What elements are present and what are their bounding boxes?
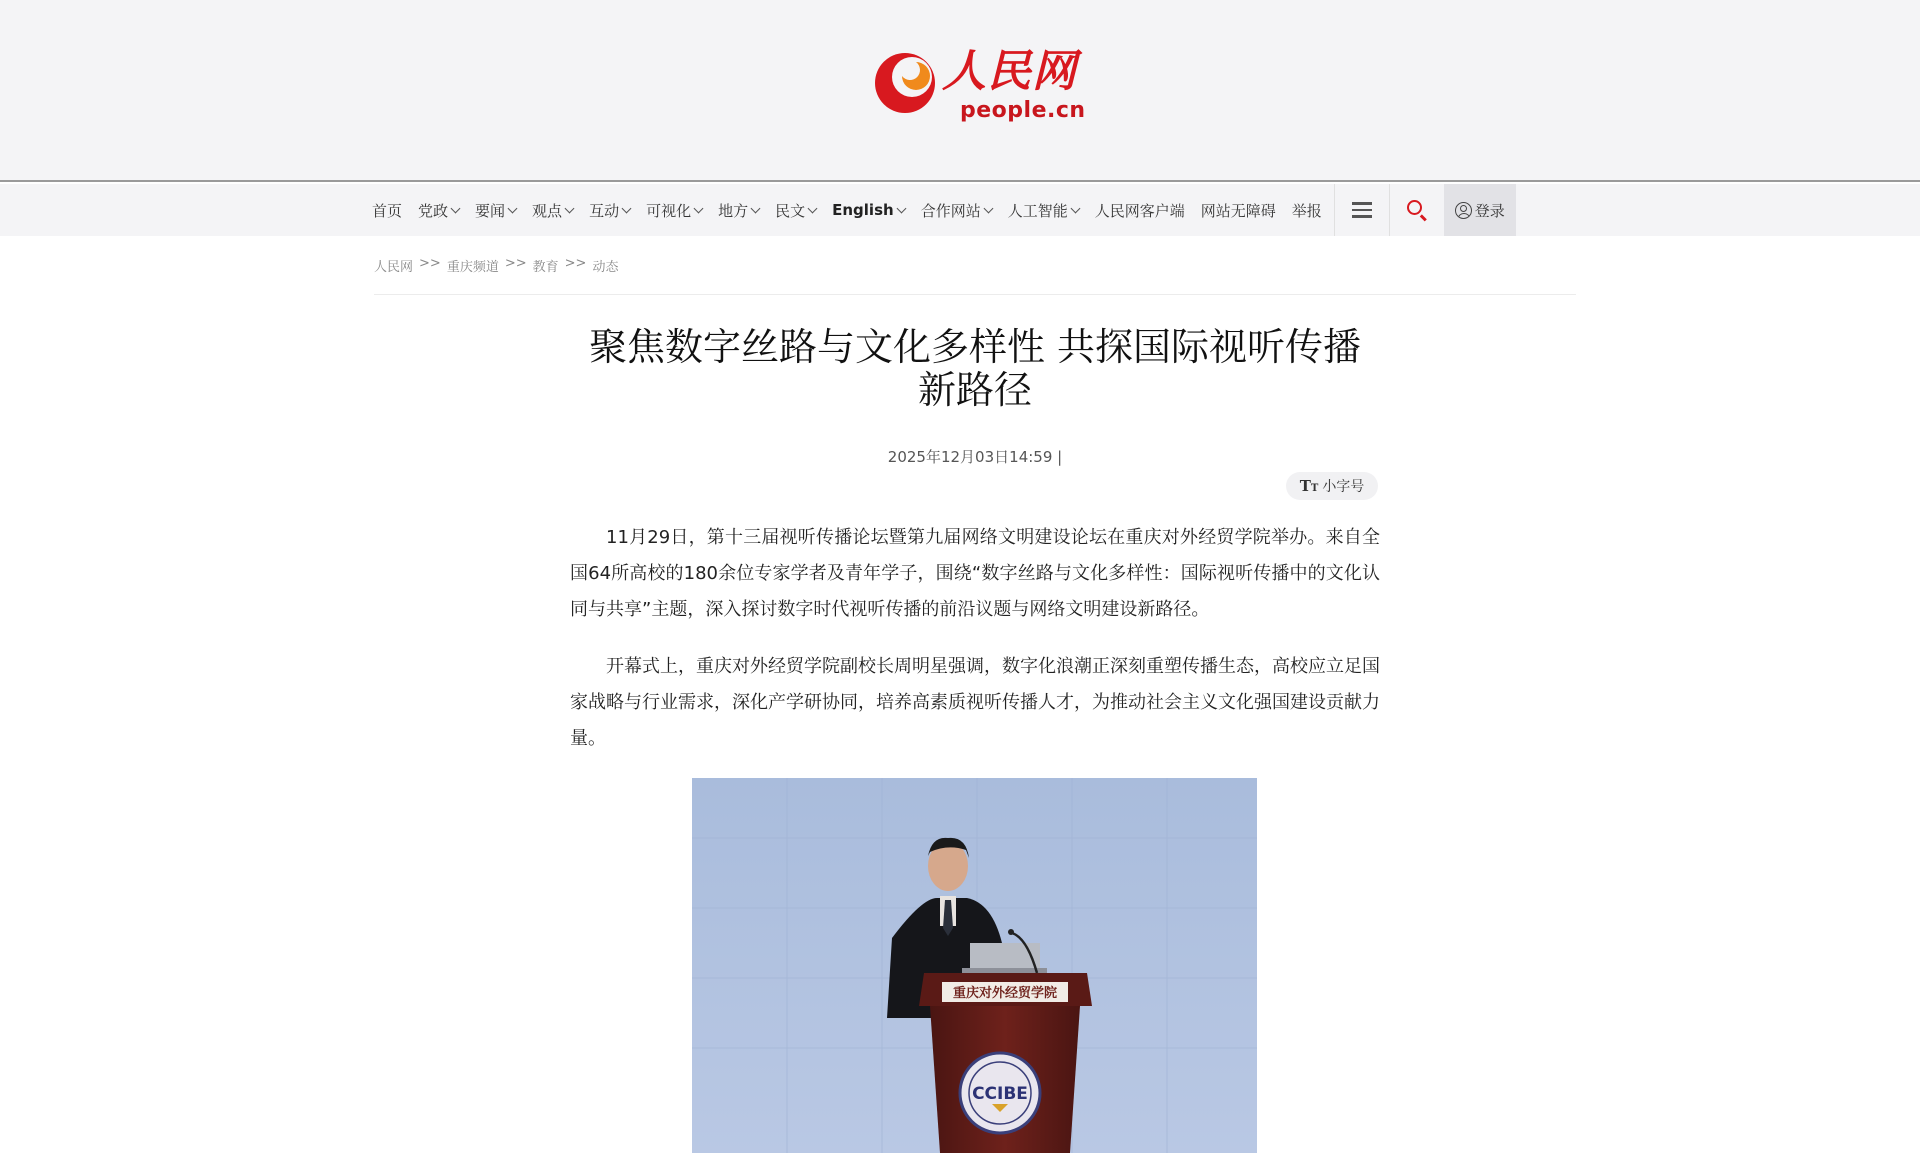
article-datetime: 2025年12月03日14:59 | — [887, 448, 1063, 466]
nav-item-minwen[interactable] — [775, 200, 816, 221]
chevron-down-icon — [508, 203, 518, 213]
main-navbar — [0, 184, 1920, 236]
nav-item-home[interactable] — [372, 200, 402, 221]
podium-sign-text: 重庆对外经贸学院 — [952, 986, 1058, 1001]
user-icon — [1455, 202, 1472, 219]
nav-item-accessibility[interactable] — [1201, 200, 1276, 221]
nav-label: 网站无障碍 — [1200, 201, 1276, 220]
nav-label: 要闻 — [475, 201, 506, 220]
article-title: 聚焦数字丝路与文化多样性 共探国际视听传播新路径 — [588, 325, 1362, 412]
breadcrumb-separator: >> — [504, 256, 527, 271]
chevron-down-icon — [694, 203, 704, 213]
breadcrumb-item[interactable]: 动态 — [592, 260, 619, 275]
breadcrumb-separator: >> — [419, 256, 441, 271]
nav-item-ai[interactable] — [1008, 200, 1079, 221]
breadcrumb — [374, 256, 618, 275]
breadcrumb-separator: >> — [564, 256, 587, 271]
chevron-down-icon — [983, 203, 993, 213]
nav-item-partners[interactable] — [921, 200, 992, 221]
search-icon — [1406, 199, 1428, 221]
nav-label: 党政 — [418, 201, 449, 220]
font-size-label: 小字号 — [1322, 479, 1365, 495]
breadcrumb-item[interactable]: 教育 — [532, 260, 559, 275]
nav-label: 人工智能 — [1007, 201, 1068, 220]
nav-item-interact[interactable] — [589, 200, 630, 221]
divider — [374, 294, 1576, 295]
site-logo[interactable] — [872, 44, 1086, 126]
article-photo — [692, 778, 1257, 1153]
chevron-down-icon — [751, 203, 761, 213]
breadcrumb-item[interactable]: 重庆频道 — [446, 260, 499, 275]
nav-label: 观点 — [532, 201, 563, 220]
chevron-down-icon — [896, 203, 906, 213]
nav-item-local[interactable] — [718, 200, 759, 221]
logo-text-cn: 人民网 — [942, 46, 1077, 97]
nav-label: 民文 — [775, 201, 806, 220]
article-paragraph: 11月29日，第十三届视听传播论坛暨第九届网络文明建设论坛在重庆对外经贸学院举办。来自全国64所高校的180余位专家学者及青年学子，围绕“数字丝路与文化多样性：国际视听传播中的文化认同与共享”主题，深入探讨数字时代视听传播的前沿议题与网络文明建设新路径。 — [570, 527, 1380, 620]
nav-item-visual[interactable] — [646, 200, 702, 221]
menu-button[interactable] — [1335, 184, 1389, 236]
header-banner — [0, 0, 1920, 182]
breadcrumb-item[interactable]: 人民网 — [374, 260, 414, 275]
nav-item-news[interactable] — [475, 200, 516, 221]
nav-item-party[interactable] — [418, 200, 459, 221]
article-body — [570, 520, 1380, 778]
font-size-icon: TT — [1299, 477, 1319, 495]
nav-items — [372, 184, 1516, 236]
hamburger-icon — [1352, 198, 1372, 222]
nav-item-opinion[interactable] — [532, 200, 573, 221]
logo-emblem-icon — [872, 50, 938, 116]
search-button[interactable] — [1390, 184, 1444, 236]
chevron-down-icon — [1070, 203, 1080, 213]
nav-label: 地方 — [718, 201, 749, 220]
logo-text-en: people.cn — [960, 98, 1086, 123]
emblem-text: CCIBE — [972, 1084, 1028, 1104]
nav-label: 互动 — [589, 201, 620, 220]
chevron-down-icon — [565, 203, 575, 213]
chevron-down-icon — [451, 203, 461, 213]
nav-label: English — [832, 201, 894, 219]
nav-item-english[interactable] — [832, 201, 905, 219]
chevron-down-icon — [808, 203, 818, 213]
nav-item-report[interactable] — [1292, 200, 1322, 221]
nav-label: 举报 — [1291, 201, 1322, 220]
chevron-down-icon — [622, 203, 632, 213]
nav-label: 首页 — [372, 201, 403, 220]
nav-item-app[interactable] — [1095, 200, 1185, 221]
speaker-at-podium-image — [692, 778, 1257, 1153]
font-size-toggle[interactable] — [1286, 472, 1378, 500]
login-button[interactable] — [1444, 184, 1516, 236]
nav-label: 人民网客户端 — [1094, 201, 1185, 220]
nav-label: 合作网站 — [920, 201, 981, 220]
login-label: 登录 — [1474, 201, 1505, 220]
nav-label: 可视化 — [646, 201, 692, 220]
article-paragraph: 开幕式上，重庆对外经贸学院副校长周明星强调，数字化浪潮正深刻重塑传播生态，高校应立足国家战略与行业需求，深化产学研协同，培养高素质视听传播人才，为推动社会主义文化强国建设贡献力量。 — [570, 656, 1380, 749]
